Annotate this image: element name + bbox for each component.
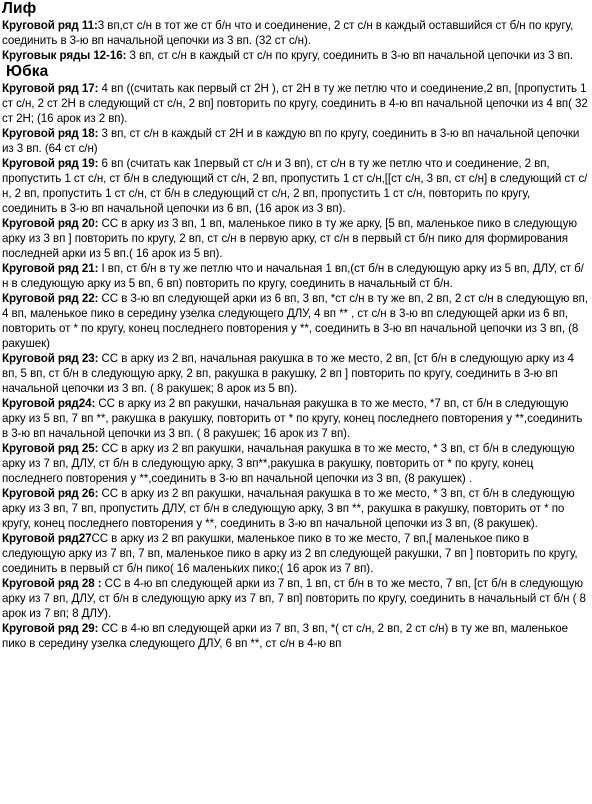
row-text: 3 вп, ст с/н в каждый ст 2Н и в каждую вп по кругу, соединить в 3-ю вп начальной цепочки из 3 вп. (64 ст с/н) <box>2 127 580 155</box>
bodice-section <box>2 18 588 63</box>
instruction-paragraph <box>2 621 588 651</box>
row-text: СС в арку из 2 вп ракушки, начальная ракушка в то же место, * 3 вп, ст б/н в следующую арку из 3 вп, 7 вп, пропустить ДЛУ, ст б/н в следующую арку, 3 вп **, ракушка в ракушку, повторить от * по кругу, конец последнего повторения у **, соединить в 3-ю вп начальной цепочки из 3 вп, (8 ракушек). <box>2 487 575 530</box>
document-page <box>2 0 588 651</box>
instruction-paragraph <box>2 576 588 621</box>
instruction-paragraph <box>2 291 588 351</box>
skirt-section <box>2 81 588 651</box>
row-label: Круговой ряд 25: <box>2 442 99 455</box>
row-text: 4 вп ((считать как первый ст 2Н ), ст 2Н в ту же петлю что и соединение,2 вп, [пропустить 1 ст с/н, 2 ст 2Н в следующий ст с/н, 2 вп] повторить по кругу, соединить в 4-ю вп начальной цепочки из 4 вп( 32 ст 2Н; (16 арок из 2 вп). <box>2 82 588 125</box>
row-text: 6 вп (считать как 1первый ст с/н и 3 вп), ст с/н в ту же петлю что и соединение, 2 вп, пропустить 1 ст с/н, ст б/н в следующий ст с/н, 2 вп, пропустить 1 ст с/н,[[ст с/н, 3 вп, ст с/н] в следующий ст с/н, 2 вп, пропустить 1 ст с/н, ст б/н в следующий ст с/н, 2 вп, пропустить 1 ст с/н, повторить по кругу, соединить в 3-ю вп начальной цепочки из 6 вп, (16 арок из 3 вп). <box>2 157 588 215</box>
section-heading-bodice: Лиф <box>2 0 37 17</box>
instruction-paragraph <box>2 396 588 441</box>
row-text: СС в арку из 2 вп ракушки, начальная ракушка в то же место, * 3 вп, ст б/н в следующую арку из 7 вп, ДЛУ, ст б/н в следующую арку, 3 вп**,ракушка в ракушку, повторить от * по кругу, конец последнего повторения у **,соединить в 3-ю вп начальной цепочки из 3 вп, (8 ракушек) . <box>2 442 575 485</box>
row-text: СС в арку из 2 вп, начальная ракушка в то же место, 2 вп, [ст б/н в следующую арку из 4 вп, 5 вп, ст б/н в следующую арку, 2 вп, ракушка в ракушку, 2 вп ] повторить по кругу, соединить в 3-ю вп начальной цепочки из 3 вп. ( 8 ракушек; 8 арок из 5 вп). <box>2 352 574 395</box>
row-label: Круговой ряд27 <box>2 532 92 545</box>
row-text: СС в 4-ю вп следующей арки из 7 вп, 3 вп, *( ст с/н, 2 вп, 2 ст с/н) в ту же вп, маленькое пико в середину узелка следующего ДЛУ, 6 вп **, ст с/н в 4-ю вп <box>2 622 569 650</box>
instruction-paragraph <box>2 531 588 576</box>
instruction-paragraph <box>2 48 588 63</box>
instruction-paragraph <box>2 441 588 486</box>
row-text: СС в 4-ю вп следующей арки из 7 вп, 1 вп, ст б/н в то же место, 7 вп, [ст б/н в следующую арку из 7 вп, ДЛУ, ст б/н в следующую арку из 7 вп, 7 вп] повторить по кругу, соединить в начальный ст б/н ( 8 арок из 7 вп; 8 ДЛУ). <box>2 577 586 620</box>
row-label: Круговой ряд 23: <box>2 352 99 365</box>
section-heading-skirt: Юбка <box>6 63 49 80</box>
row-label: Круговой ряд 22: <box>2 292 99 305</box>
instruction-paragraph <box>2 351 588 396</box>
row-label: Круговой ряд 17: <box>2 82 99 95</box>
instruction-paragraph <box>2 486 588 531</box>
instruction-paragraph <box>2 18 588 48</box>
row-label: Круговой ряд 20: <box>2 217 99 230</box>
row-text: СС в арку из 3 вп, 1 вп, маленькое пико в ту же арку, [5 вп, маленькое пико в следующую арку из 3 вп ] повторить по кругу, 2 вп, ст с/н в первую арку, ст с/н в первый ст б/н пико для формирования последней арки из 5 вп.( 16 арок из 5 вп). <box>2 217 577 260</box>
row-label: Круговой ряд 26: <box>2 487 99 500</box>
row-label: Круговой ряд 21: <box>2 262 99 275</box>
row-text: СС в 3-ю вп следующей арки из 6 вп, 3 вп, *ст с/н в ту же вп, 2 вп, 2 ст с/н в следующую вп, 4 вп, маленькое пико в середину узелка следующего ДЛУ, 4 вп ** , ст с/н в 3-ю вп следующей арки из 6 вп, повторить от * по кругу, конец последнего повторения у **, соединить в 3-ю вп начальной цепочки из 3 вп, (8 ракушек) <box>2 292 588 350</box>
row-text: 3 вп,ст с/н в тот же ст б/н что и соединение, 2 ст с/н в каждый оставшийся ст б/н по кругу, соединить в 3-ю вп начальной цепочки из 3 вп. (32 ст с/н). <box>2 19 574 47</box>
row-label: Круговой ряд24: <box>2 397 96 410</box>
row-label: Круговой ряд 18: <box>2 127 99 140</box>
row-label: Круговой ряд 11: <box>2 19 98 32</box>
instruction-paragraph <box>2 126 588 156</box>
row-label: Круговой ряд 19: <box>2 157 99 170</box>
instruction-paragraph <box>2 216 588 261</box>
instruction-paragraph <box>2 81 588 126</box>
row-label: Круговой ряд 28 : <box>2 577 102 590</box>
instruction-paragraph <box>2 261 588 291</box>
row-text: СС в арку из 2 вп ракушки, начальная ракушка в то же место, *7 вп, ст б/н в следующую арку из 5 вп, 7 вп **, ракушка в ракушку, повторить от * по кругу, конец последнего повторения у **,соединить в 3-ю вп начальной цепочки из 3 вп. ( 8 ракушек; 16 арок из 7 вп). <box>2 397 583 440</box>
row-text: 3 вп, ст с/н в каждый ст с/н по кругу, соединить в 3-ю вп начальной цепочки из 3 вп. <box>126 49 573 62</box>
row-label: Круговой ряд 29: <box>2 622 99 635</box>
row-text: СС в арку из 2 вп ракушки, маленькое пико в то же место, 7 вп,[ маленькое пико в следующую арку из 7 вп, 7 вп, маленькое пико в арку из 2 вп следующей ракушки, 7 вп ] повторить по кругу, соединить в первый ст б/н пико( 16 маленьких пико;( 16 арок из 7 вп). <box>2 532 578 575</box>
instruction-paragraph <box>2 156 588 216</box>
row-text: I вп, ст б/н в ту же петлю что и начальная 1 вп,(ст б/н в следующую арку из 5 вп, ДЛУ, ст б/н в следующую арку из 5 вп, 6 вп) повторить по кругу, соединить в начальный ст б/н. <box>2 262 584 290</box>
row-label: Круговык ряды 12-16: <box>2 49 127 62</box>
